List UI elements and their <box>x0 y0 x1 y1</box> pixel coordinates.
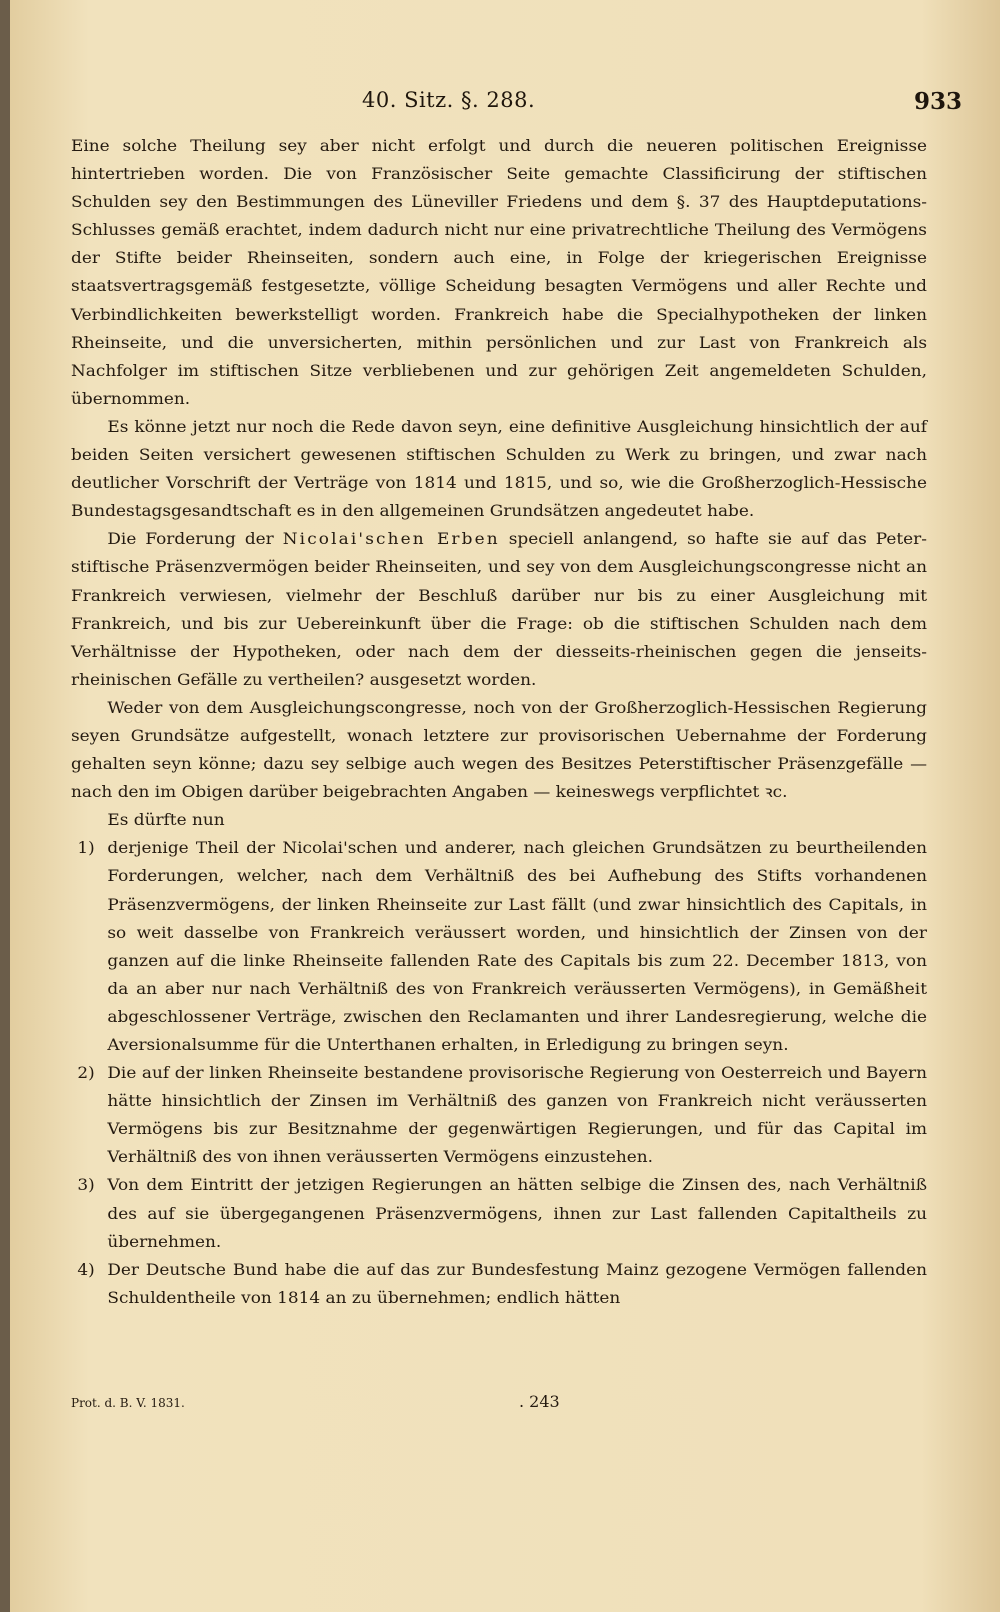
paragraph: Weder von dem Ausgleichungscongresse, noch von der Großherzoglich-Hessischen Regierung seyen Grundsätze aufgestellt, wonach letztere zur provisorischen Uebernahme der Forderung gehalten seyn könne; dazu sey selbige auch wegen des Besitzes Peterstiftischer Präsenzgefälle — nach den im Obigen darüber beigebrachten Angaben — keineswegs verpflichtet ꝛc. <box>71 697 928 802</box>
claim-suffix: speciell anlangend, so <box>499 529 706 549</box>
paragraph-claim <box>71 525 927 694</box>
claim-text: hafte sie auf das Peter-stiftische Präsenzvermögen beider Rheinseiten, und sey von dem Ausgleichungscongresse nicht an Frankreich verwiesen, vielmehr der Beschluß darüber nur bis zu einer Ausgleichung mit Frankreich, und bis zur Uebereinkunft über die Frage: ob die stiftischen Schulden nach dem Verhältnisse der Hypotheken, oder nach dem der diesseits-rheinischen gegen die jenseits-rheinischen Gefälle zu vertheilen? ausgesetzt worden. <box>71 529 928 689</box>
claim-prefix: Die Forderung der <box>107 529 283 549</box>
running-head: 40. Sitz. §. 288. <box>362 88 536 112</box>
claim-name: Nicolai'schen Erben <box>282 529 500 549</box>
paragraph: Es dürfte nun <box>107 810 225 830</box>
printer-signature: . 243 <box>519 1392 560 1411</box>
list-item <box>71 1171 927 1255</box>
list-number: 1) <box>77 838 95 858</box>
list-text: derjenige Theil der Nicolai'schen und anderer, nach gleichen Grundsätzen zu beurtheilenden Forderungen, welcher, nach dem Verhältniß des bei Aufhebung des Stifts vorhandenen Präsenzvermögens, der linken Rheinseite zur Last fällt (und zwar hinsichtlich des Capitals, in so weit dasselbe von Frankreich veräussert worden, und hinsichtlich der Zinsen von der ganzen auf die linke Rheinseite fallenden Rate des Capitals bis zum 22. December 1813, von da an aber nur nach Verhältniß des von Frankreich veräusserten Vermögens), in Gemäßheit abgeschlossener Verträge, zwischen den Reclamanten und ihrer Landesregierung, welche die Aversionalsumme für die Unterthanen erhalten, in Erledigung zu bringen seyn. <box>107 838 928 1054</box>
list-item <box>71 1256 927 1312</box>
list-number: 2) <box>77 1063 95 1083</box>
paragraph: Es könne jetzt nur noch die Rede davon seyn, eine definitive Ausgleichung hinsichtlich der auf beiden Seiten versichert gewesenen stiftischen Schulden zu Werk zu bringen, und zwar nach deutlicher Vorschrift der Verträge von 1814 und 1815, und so, wie die Großherzoglich-Hessische Bundestagsgesandtschaft es in den allgemeinen Grundsätzen angedeutet habe. <box>71 416 928 521</box>
sheet-info: Prot. d. B. V. 1831. <box>71 1396 185 1410</box>
page-body <box>71 132 927 1312</box>
list-item <box>71 834 927 1059</box>
list-item <box>71 1059 927 1171</box>
list-number: 3) <box>77 1175 95 1195</box>
page-header <box>70 88 962 124</box>
list-text: Die auf der linken Rheinseite bestandene provisorische Regierung von Oesterreich und Bayern hätte hinsichtlich der Zinsen im Verhältniß des ganzen von Frankreich nicht veräusserten Vermögens bis zur Besitznahme der gegenwärtigen Regierungen, und für das Capital im Verhältniß des von ihnen veräusserten Vermögens einzustehen. <box>107 1063 928 1167</box>
page-number: 933 <box>913 88 962 115</box>
list-text: Der Deutsche Bund habe die auf das zur Bundesfestung Mainz gezogene Vermögen fallenden Schuldentheile von 1814 an zu übernehmen; endlich hätten <box>107 1259 928 1307</box>
page-footer <box>71 1392 940 1422</box>
document-page <box>10 0 1000 1612</box>
list-text: Von dem Eintritt der jetzigen Regierungen an hätten selbige die Zinsen des, nach Verhältniß des auf sie übergegangenen Präsenzvermögens, ihnen zur Last fallenden Capitaltheils zu übernehmen. <box>107 1175 928 1251</box>
paragraph: Eine solche Theilung sey aber nicht erfolgt und durch die neueren politischen Ereignisse hintertrieben worden. Die von Französischer Seite gemachte Classificirung der stiftischen Schulden sey den Bestimmungen des Lüneviller Friedens und dem §. 37 des Hauptdeputations-Schlusses gemäß erachtet, indem dadurch nicht nur eine privatrechtliche Theilung des Vermögens der Stifte beider Rheinseiten, sondern auch eine, in Folge der kriegerischen Ereignisse staatsvertragsgemäß festgesetzte, völlige Scheidung besagten Vermögens und aller Rechte und Verbindlichkeiten bewerkstelligt worden. Frankreich habe die Specialhypotheken der linken Rheinseite, und die unversicherten, mithin persönlichen und zur Last von Frankreich als Nachfolger im stiftischen Sitze verbliebenen und zur gehörigen Zeit angemeldeten Schulden, übernommen. <box>71 136 928 408</box>
list-number: 4) <box>77 1259 95 1279</box>
